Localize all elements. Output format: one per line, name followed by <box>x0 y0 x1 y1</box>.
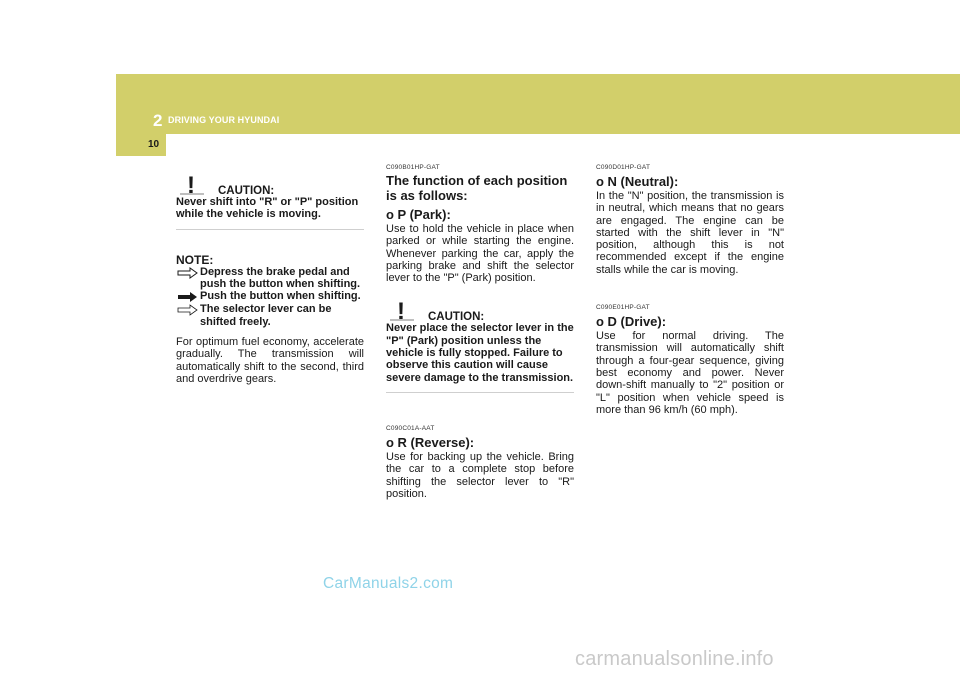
drive-title: o D (Drive): <box>596 314 667 330</box>
caution-body: Never shift into "R" or "P" position while the vehicle is moving. <box>176 196 359 221</box>
note-step-1-text: Depress the brake pedal and push the button when shifting. <box>200 265 361 291</box>
caution-title: CAUTION: <box>428 311 485 324</box>
note-step-3-text: The selector lever can be shifted freely. <box>200 303 332 328</box>
reverse-title: o R (Reverse): <box>386 434 475 450</box>
caution-box-park <box>386 298 574 392</box>
drive-body: Use for normal driving. The transmission will automatically shift through a four-gear sequence, giving best economy and power. Never down-shift manually to "2" position or "L" position when vehicle speed is more than 96 km/h (60 mph). <box>596 330 784 416</box>
column-3 <box>596 164 784 416</box>
chapter-title: DRIVING YOUR HYUNDAI <box>168 115 280 125</box>
section-heading: The function of each position is as follows: <box>386 173 568 203</box>
section-code: C090C01A-AAT <box>386 424 435 432</box>
park-title: o P (Park): <box>386 207 451 222</box>
section-code: C090D01HP-GAT <box>596 164 651 171</box>
caution-body: Never place the selector lever in the "P" (Park) position unless the vehicle is fully stopped. Failure to observe this caution will cause severe damage to the transmission. <box>386 322 574 384</box>
header-band <box>116 74 960 134</box>
park-body: Use to hold the vehicle in place when parked or while starting the engine. Whenever parking the car, apply the parking brake and shift the selector lever to the "P" (Park) position. <box>386 223 574 285</box>
page-number: 10 <box>148 139 160 150</box>
hollow-arrow-icon <box>176 267 200 279</box>
section-code: C090B01HP-GAT <box>386 164 440 171</box>
warning-triangle-icon <box>178 172 206 196</box>
svg-text:!: ! <box>397 298 405 323</box>
note-step-2-text: Push the button when shifting. <box>200 290 361 303</box>
column-1 <box>176 172 364 385</box>
fuel-economy-paragraph: For optimum fuel economy, accelerate gradually. The transmission will automatically shift to the second, third and overdrive gears. <box>176 336 364 385</box>
neutral-title: o N (Neutral): <box>596 174 679 189</box>
note-title: NOTE: <box>176 252 214 267</box>
outline-arrow-icon <box>176 304 200 316</box>
note-step-3 <box>176 303 364 328</box>
section-code: C090E01HP-GAT <box>596 304 650 312</box>
svg-text:!: ! <box>187 172 195 196</box>
caution-title: CAUTION: <box>218 184 275 197</box>
chapter-number: 2 <box>153 111 163 130</box>
solid-arrow-icon <box>176 291 200 303</box>
watermark-carmanuals2: CarManuals2.com <box>323 575 454 592</box>
column-2 <box>386 164 574 500</box>
warning-triangle-icon <box>388 298 416 322</box>
caution-box-shift <box>176 172 364 230</box>
neutral-body: In the "N" position, the transmission is in neutral, which means that no gears are engaged. The engine can be started with the shift lever in "N" position, although this is not recommended except if the engine stalls while the car is moving. <box>596 190 784 276</box>
reverse-body: Use for backing up the vehicle. Bring the car to a complete stop before shifting the selector lever to "R" position. <box>386 450 574 500</box>
note-step-1 <box>176 266 364 291</box>
note-step-2 <box>176 290 364 303</box>
watermark-carmanualsonline: carmanualsonline.info <box>575 648 774 670</box>
